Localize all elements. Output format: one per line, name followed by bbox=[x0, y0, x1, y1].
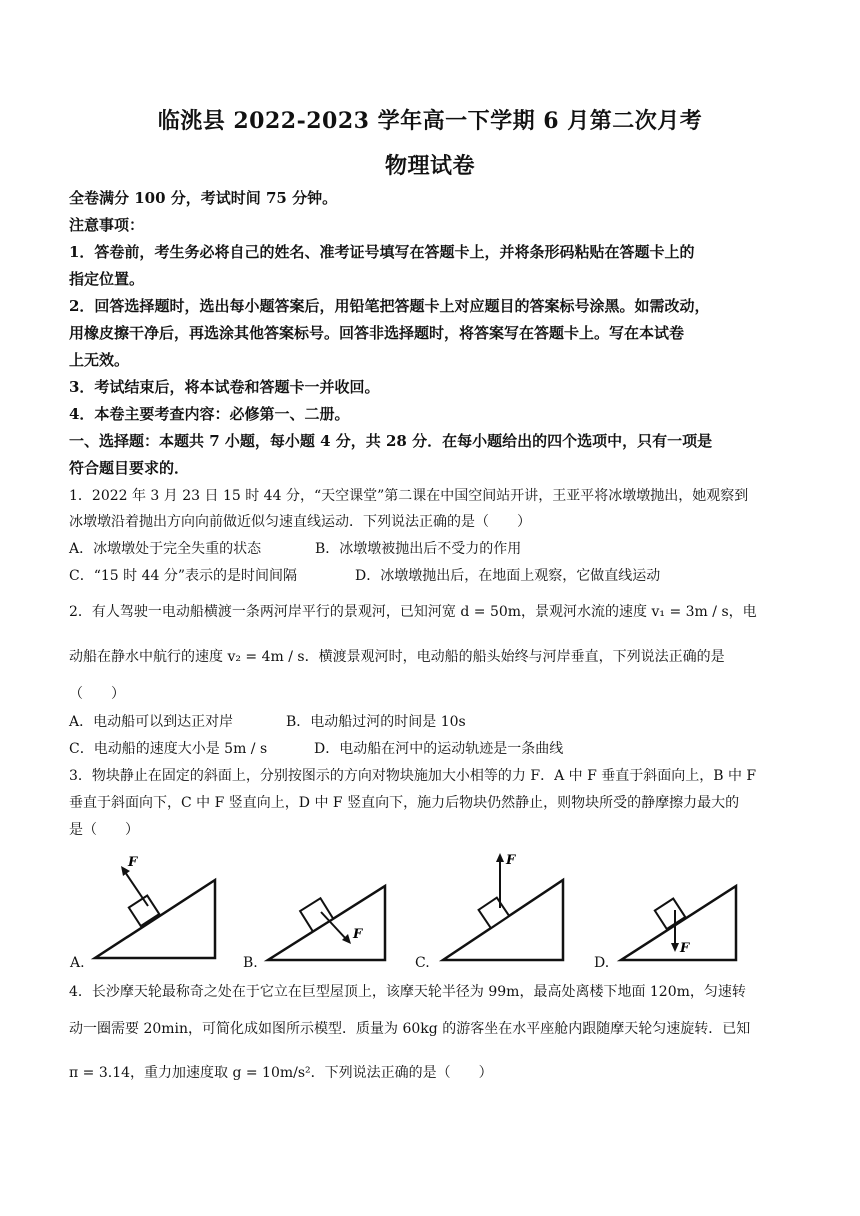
q3-figure-b-force-label: F bbox=[353, 927, 363, 942]
q2-option-d: D．电动船在河中的运动轨迹是一条曲线 bbox=[314, 741, 564, 757]
exam-subtitle: 物理试卷 bbox=[384, 153, 475, 179]
q3-figure-a-label: A. bbox=[70, 955, 85, 971]
q2-stem-line-1: 2．有人驾驶一电动船横渡一条两河岸平行的景观河，已知河宽 d = 50m，景观河水流的速度 v₁ = 3m / s，电 bbox=[69, 604, 757, 620]
q1-option-b: B．冰墩墩被抛出后不受力的作用 bbox=[315, 541, 522, 557]
section-1-heading-line-2: 符合题目要求的． bbox=[69, 459, 190, 477]
notes-title: 注意事项： bbox=[69, 216, 145, 234]
q3-figure-c-force-label: F bbox=[506, 853, 516, 868]
q1-option-a: A．冰墩墩处于完全失重的状态 bbox=[69, 541, 262, 557]
note-1-line-1: 1．答卷前，考生务必将自己的姓名、准考证号填写在答题卡上，并将条形码粘贴在答题卡上的 bbox=[69, 243, 695, 261]
q4-stem-line-3: π = 3.14，重力加速度取 g = 10m/s²．下列说法正确的是（ ） bbox=[69, 1065, 493, 1081]
q2-option-a: A．电动船可以到达正对岸 bbox=[69, 714, 234, 730]
q2-option-b: B．电动船过河的时间是 10s bbox=[286, 714, 466, 730]
note-2-line-3: 上无效。 bbox=[69, 351, 130, 369]
note-2-line-2: 用橡皮擦干净后，再选涂其他答案标号。回答非选择题时，将答案写在答题卡上。写在本试卷 bbox=[69, 324, 685, 342]
section-1-heading-line-1: 一、选择题：本题共 7 小题，每小题 4 分，共 28 分．在每小题给出的四个选项中，只有一项是 bbox=[69, 432, 713, 450]
note-3: 3．考试结束后，将本试卷和答题卡一并收回。 bbox=[69, 378, 380, 396]
note-4: 4．本卷主要考查内容：必修第一、二册。 bbox=[69, 405, 350, 423]
note-2-line-1: 2．回答选择题时，选出每小题答案后，用铅笔把答题卡上对应题目的答案标号涂黑。如需改动， bbox=[69, 297, 710, 315]
exam-title: 临洮县 2022-2023 学年高一下学期 6 月第二次月考 bbox=[157, 108, 703, 134]
q3-figure-b-label: B. bbox=[243, 955, 258, 971]
q2-option-c: C．电动船的速度大小是 5m / s bbox=[69, 741, 268, 757]
q3-figure-d bbox=[618, 858, 748, 968]
q3-figure-a-force-label: F bbox=[128, 855, 138, 870]
q3-stem-line-2: 垂直于斜面向下，C 中 F 竖直向上，D 中 F 竖直向下，施力后物块仍然静止，则物块所受的静摩擦力最大的 bbox=[69, 795, 740, 811]
q1-option-d: D．冰墩墩抛出后，在地面上观察，它做直线运动 bbox=[355, 568, 661, 584]
q4-stem-line-1: 4．长沙摩天轮最称奇之处在于它立在巨型屋顶上，该摩天轮半径为 99m，最高处离楼下地面 120m，匀速转 bbox=[69, 984, 746, 1000]
q3-figure-a bbox=[90, 850, 230, 965]
q3-figure-d-label: D. bbox=[594, 955, 610, 971]
q3-figure-b bbox=[265, 868, 400, 968]
q3-figure-c-label: C. bbox=[415, 955, 430, 971]
q1-option-c: C．“15 时 44 分”表示的是时间间隔 bbox=[69, 568, 298, 584]
q3-figure-c bbox=[438, 850, 573, 965]
q3-stem-line-1: 3．物块静止在固定的斜面上，分别按图示的方向对物块施加大小相等的力 F．A 中 F 垂直于斜面向上，B 中 F bbox=[69, 768, 757, 784]
q2-stem-line-3: （ ） bbox=[69, 686, 125, 702]
q4-stem-line-2: 动一圈需要 20min，可简化成如图所示模型．质量为 60kg 的游客坐在水平座舱内跟随摩天轮匀速旋转．已知 bbox=[69, 1021, 751, 1037]
q1-stem-line-2: 冰墩墩沿着抛出方向向前做近似匀速直线运动．下列说法正确的是（ ） bbox=[69, 514, 531, 530]
q3-figure-d-force-label: F bbox=[680, 941, 690, 956]
note-1-line-2: 指定位置。 bbox=[69, 270, 145, 288]
q3-stem-line-3: 是（ ） bbox=[69, 822, 139, 838]
score-line: 全卷满分 100 分，考试时间 75 分钟。 bbox=[69, 189, 338, 207]
q2-stem-line-2: 动船在静水中航行的速度 v₂ = 4m / s．横渡景观河时，电动船的船头始终与河岸垂直，下列说法正确的是 bbox=[69, 649, 725, 665]
q1-stem-line-1: 1．2022 年 3 月 23 日 15 时 44 分，“天空课堂”第二课在中国空间站开讲，王亚平将冰墩墩抛出，她观察到 bbox=[69, 488, 749, 504]
